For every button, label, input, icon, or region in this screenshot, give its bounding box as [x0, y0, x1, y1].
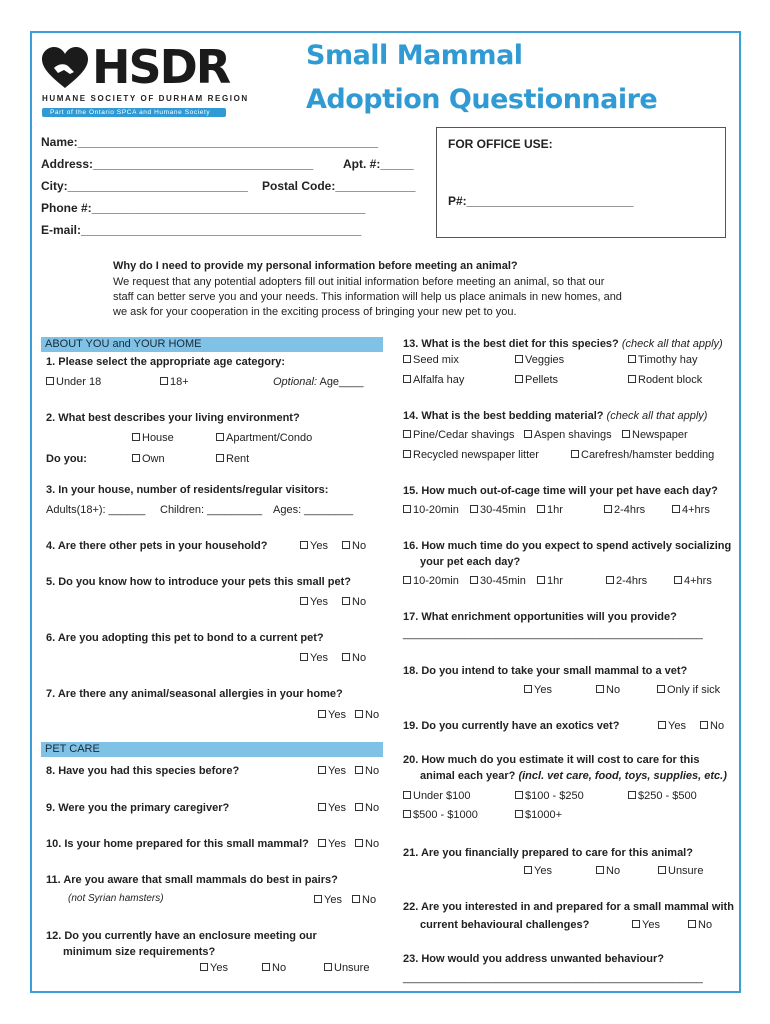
- q16-option-4-plus-hrs[interactable]: 4+hrs: [674, 575, 712, 587]
- checkbox-icon: [342, 597, 350, 605]
- q22-no[interactable]: No: [688, 919, 712, 931]
- q2-text: 2. What best describes your living environment?: [46, 412, 300, 424]
- q2-option-rent[interactable]: Rent: [216, 453, 249, 465]
- q23-text: 23. How would you address unwanted behaviour?: [403, 953, 664, 965]
- q16-option-2-4hrs[interactable]: 2-4hrs: [606, 575, 647, 587]
- q2-do-you: Do you:: [46, 453, 87, 465]
- checkbox-icon: [46, 377, 54, 385]
- intro-heading: Why do I need to provide my personal information before meeting an animal?: [113, 260, 518, 272]
- q19-text: 19. Do you currently have an exotics vet?: [403, 720, 620, 732]
- address-field[interactable]: Address:_________________________________: [41, 157, 314, 171]
- q8-no[interactable]: No: [355, 765, 379, 777]
- q15-text: 15. How much out-of-cage time will your pet have each day?: [403, 485, 718, 497]
- checkbox-icon: [314, 895, 322, 903]
- checkbox-icon: [470, 505, 478, 513]
- city-field[interactable]: City:___________________________: [41, 179, 248, 193]
- q13-option-rodent-block[interactable]: Rodent block: [628, 374, 702, 386]
- q20-option-under-100[interactable]: Under $100: [403, 790, 471, 802]
- section-pet-care: [41, 742, 383, 757]
- title-line-1: Small Mammal: [306, 40, 523, 71]
- checkbox-icon: [318, 803, 326, 811]
- checkbox-icon: [515, 355, 523, 363]
- checkbox-icon: [342, 541, 350, 549]
- q18-only-if-sick[interactable]: Only if sick: [657, 684, 720, 696]
- q20-option-250-500[interactable]: $250 - $500: [628, 790, 697, 802]
- q22-yes[interactable]: Yes: [632, 919, 660, 931]
- q20-option-100-250[interactable]: $100 - $250: [515, 790, 584, 802]
- checkbox-icon: [524, 866, 532, 874]
- checkbox-icon: [515, 791, 523, 799]
- checkbox-icon: [672, 505, 680, 513]
- q6-text: 6. Are you adopting this pet to bond to a current pet?: [46, 632, 324, 644]
- q12-no[interactable]: No: [262, 962, 286, 974]
- checkbox-icon: [160, 377, 168, 385]
- q12-text-line-2: minimum size requirements?: [63, 946, 216, 958]
- checkbox-icon: [216, 433, 224, 441]
- checkbox-icon: [537, 576, 545, 584]
- checkbox-icon: [403, 791, 411, 799]
- q13-option-veggies[interactable]: Veggies: [515, 354, 564, 366]
- checkbox-icon: [355, 766, 363, 774]
- q16-text-line-2: your pet each day?: [420, 556, 521, 568]
- q15-option-4-plus-hrs[interactable]: 4+hrs: [672, 504, 710, 516]
- q10-yes[interactable]: Yes: [318, 838, 346, 850]
- q8-yes[interactable]: Yes: [318, 765, 346, 777]
- checkbox-icon: [352, 895, 360, 903]
- q11-note: (not Syrian hamsters): [68, 893, 164, 904]
- q11-no[interactable]: No: [352, 894, 376, 906]
- q19-no[interactable]: No: [700, 720, 724, 732]
- q22-text-line-2: current behavioural challenges?: [420, 919, 590, 931]
- q9-text: 9. Were you the primary caregiver?: [46, 802, 230, 814]
- checkbox-icon: [657, 685, 665, 693]
- checkbox-icon: [674, 576, 682, 584]
- q9-yes[interactable]: Yes: [318, 802, 346, 814]
- q21-unsure[interactable]: Unsure: [658, 865, 703, 877]
- logo-wordmark: HSDR: [92, 40, 230, 94]
- checkbox-icon: [355, 710, 363, 718]
- checkbox-icon: [318, 766, 326, 774]
- q18-no[interactable]: No: [596, 684, 620, 696]
- checkbox-icon: [632, 920, 640, 928]
- checkbox-icon: [606, 576, 614, 584]
- checkbox-icon: [571, 450, 579, 458]
- q13-option-timothy-hay[interactable]: Timothy hay: [628, 354, 698, 366]
- logo-org-name: HUMANE SOCIETY OF DURHAM REGION: [42, 94, 249, 103]
- q12-unsure[interactable]: Unsure: [324, 962, 369, 974]
- q14-option-recycled-newspaper[interactable]: Recycled newspaper litter: [403, 449, 539, 461]
- checkbox-icon: [658, 721, 666, 729]
- q14-option-carefresh[interactable]: Carefresh/hamster bedding: [571, 449, 714, 461]
- email-field[interactable]: E-mail:__________________________________________: [41, 223, 362, 237]
- q7-text: 7. Are there any animal/seasonal allergies in your home?: [46, 688, 343, 700]
- q17-text: 17. What enrichment opportunities will you provide?: [403, 611, 677, 623]
- q4-yes[interactable]: Yes: [300, 540, 328, 552]
- checkbox-icon: [200, 963, 208, 971]
- q12-text-line-1: 12. Do you currently have an enclosure meeting our: [46, 930, 317, 942]
- section-about: [41, 337, 383, 352]
- q15-option-2-4hrs[interactable]: 2-4hrs: [604, 504, 645, 516]
- checkbox-icon: [300, 597, 308, 605]
- checkbox-icon: [622, 430, 630, 438]
- q3-children-field[interactable]: Children: _________: [160, 504, 263, 516]
- q20-option-500-1000[interactable]: $500 - $1000: [403, 809, 478, 821]
- q5-text: 5. Do you know how to introduce your pets this small pet?: [46, 576, 351, 588]
- intro-line-1: We request that any potential adopters fill out initial information before meeting an animal, so that our: [113, 276, 605, 288]
- checkbox-icon: [515, 810, 523, 818]
- q13-option-alfalfa-hay[interactable]: Alfalfa hay: [403, 374, 464, 386]
- title-line-2: Adoption Questionnaire: [306, 84, 658, 115]
- q4-text: 4. Are there other pets in your household?: [46, 540, 268, 552]
- checkbox-icon: [537, 505, 545, 513]
- checkbox-icon: [355, 839, 363, 847]
- q13-text: 13. What is the best diet for this species? (check all that apply): [403, 338, 723, 350]
- phone-field[interactable]: Phone #:_________________________________________: [41, 201, 366, 215]
- checkbox-icon: [403, 450, 411, 458]
- q14-option-aspen[interactable]: Aspen shavings: [524, 429, 612, 441]
- apt-field[interactable]: Apt. #:_____: [343, 157, 414, 171]
- q2-option-apartment[interactable]: Apartment/Condo: [216, 432, 312, 444]
- section-pet-care-label: PET CARE: [45, 743, 100, 755]
- logo-tagline: Part of the Ontario SPCA and Humane Society: [42, 108, 226, 117]
- checkbox-icon: [604, 505, 612, 513]
- q2-option-house[interactable]: House: [132, 432, 174, 444]
- checkbox-icon: [403, 430, 411, 438]
- q4-no[interactable]: No: [342, 540, 366, 552]
- q1-option-18-plus[interactable]: 18+: [160, 376, 189, 388]
- q15-option-10-20min[interactable]: 10-20min: [403, 504, 459, 516]
- checkbox-icon: [342, 653, 350, 661]
- q21-text: 21. Are you financially prepared to care for this animal?: [403, 847, 693, 859]
- q8-text: 8. Have you had this species before?: [46, 765, 240, 777]
- checkbox-icon: [216, 454, 224, 462]
- checkbox-icon: [403, 576, 411, 584]
- q13-option-seed-mix[interactable]: Seed mix: [403, 354, 459, 366]
- q21-yes[interactable]: Yes: [524, 865, 552, 877]
- q1-option-under-18[interactable]: Under 18: [46, 376, 101, 388]
- section-about-label: ABOUT YOU and YOUR HOME: [45, 338, 202, 350]
- q22-text-line-1: 22. Are you interested in and prepared for a small mammal with: [403, 901, 734, 913]
- checkbox-icon: [355, 803, 363, 811]
- checkbox-icon: [700, 721, 708, 729]
- office-use-box: [436, 127, 726, 238]
- q21-no[interactable]: No: [596, 865, 620, 877]
- checkbox-icon: [132, 433, 140, 441]
- q6-yes[interactable]: Yes: [300, 652, 328, 664]
- q17-answer-line[interactable]: _________________________________________________: [403, 628, 703, 640]
- q19-yes[interactable]: Yes: [658, 720, 686, 732]
- checkbox-icon: [628, 375, 636, 383]
- q18-text: 18. Do you intend to take your small mammal to a vet?: [403, 665, 688, 677]
- checkbox-icon: [688, 920, 696, 928]
- checkbox-icon: [403, 355, 411, 363]
- checkbox-icon: [524, 685, 532, 693]
- q23-answer-line[interactable]: _________________________________________________: [403, 972, 703, 984]
- heart-hand-logo-icon: [40, 46, 90, 90]
- q1-age-field[interactable]: Optional: Age____: [273, 376, 364, 388]
- checkbox-icon: [318, 839, 326, 847]
- name-field[interactable]: Name:_____________________________________________: [41, 135, 379, 149]
- checkbox-icon: [596, 866, 604, 874]
- intro-line-3: we ask for your cooperation in the exciting process of bringing your new pet to you.: [113, 306, 517, 318]
- checkbox-icon: [262, 963, 270, 971]
- checkbox-icon: [470, 576, 478, 584]
- q14-text: 14. What is the best bedding material? (check all that apply): [403, 410, 708, 422]
- q16-option-30-45min[interactable]: 30-45min: [470, 575, 526, 587]
- checkbox-icon: [524, 430, 532, 438]
- q12-yes[interactable]: Yes: [200, 962, 228, 974]
- q2-option-own[interactable]: Own: [132, 453, 165, 465]
- checkbox-icon: [324, 963, 332, 971]
- q5-no[interactable]: No: [342, 596, 366, 608]
- q18-yes[interactable]: Yes: [524, 684, 552, 696]
- intro-line-2: staff can better serve you and your needs. This information will help us place animals in new homes, and: [113, 291, 622, 303]
- postal-code-field[interactable]: Postal Code:____________: [262, 179, 416, 193]
- q6-no[interactable]: No: [342, 652, 366, 664]
- q7-yes[interactable]: Yes: [318, 709, 346, 721]
- checkbox-icon: [300, 653, 308, 661]
- checkbox-icon: [403, 375, 411, 383]
- q16-text-line-1: 16. How much time do you expect to spend actively socializing: [403, 540, 732, 552]
- q9-no[interactable]: No: [355, 802, 379, 814]
- q1-text: 1. Please select the appropriate age category:: [46, 356, 286, 368]
- q14-option-pine-cedar[interactable]: Pine/Cedar shavings: [403, 429, 515, 441]
- q7-no[interactable]: No: [355, 709, 379, 721]
- checkbox-icon: [300, 541, 308, 549]
- checkbox-icon: [515, 375, 523, 383]
- q11-text: 11. Are you aware that small mammals do best in pairs?: [46, 874, 338, 886]
- q20-text-line-2: animal each year? (incl. vet care, food, toys, supplies, etc.): [420, 770, 727, 782]
- q11-yes[interactable]: Yes: [314, 894, 342, 906]
- q20-option-1000-plus[interactable]: $1000+: [515, 809, 562, 821]
- q3-text: 3. In your house, number of residents/regular visitors:: [46, 484, 329, 496]
- office-use-label: FOR OFFICE USE:: [448, 137, 553, 151]
- p-number-field[interactable]: P#:_________________________: [448, 194, 634, 208]
- q3-adults-field[interactable]: Adults(18+): ______: [46, 504, 146, 516]
- q15-option-30-45min[interactable]: 30-45min: [470, 504, 526, 516]
- checkbox-icon: [628, 791, 636, 799]
- q14-option-newspaper[interactable]: Newspaper: [622, 429, 688, 441]
- q16-option-10-20min[interactable]: 10-20min: [403, 575, 459, 587]
- checkbox-icon: [658, 866, 666, 874]
- checkbox-icon: [403, 810, 411, 818]
- q3-ages-field[interactable]: Ages: ________: [273, 504, 354, 516]
- checkbox-icon: [628, 355, 636, 363]
- q5-yes[interactable]: Yes: [300, 596, 328, 608]
- q13-option-pellets[interactable]: Pellets: [515, 374, 558, 386]
- checkbox-icon: [596, 685, 604, 693]
- q20-text-line-1: 20. How much do you estimate it will cost to care for this: [403, 754, 700, 766]
- checkbox-icon: [403, 505, 411, 513]
- q15-option-1hr[interactable]: 1hr: [537, 504, 563, 516]
- q10-text: 10. Is your home prepared for this small mammal?: [46, 838, 309, 850]
- checkbox-icon: [132, 454, 140, 462]
- q10-no[interactable]: No: [355, 838, 379, 850]
- q16-option-1hr[interactable]: 1hr: [537, 575, 563, 587]
- checkbox-icon: [318, 710, 326, 718]
